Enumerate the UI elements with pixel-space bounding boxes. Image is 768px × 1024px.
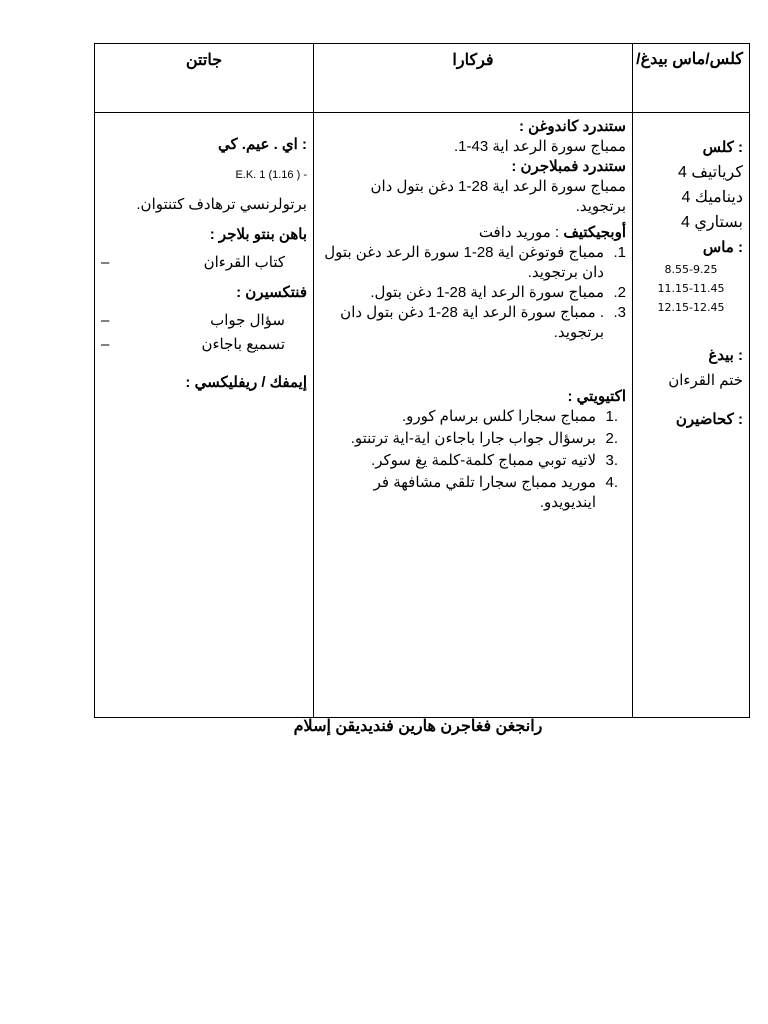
activities-list <box>320 407 626 513</box>
header-class-time-day: كلس/ماس بيدغ/ <box>633 44 750 113</box>
content-standard-label: ستندرد كاندوغن : <box>518 118 626 135</box>
time-slot: 12.15-12.45 <box>657 301 725 314</box>
focus-label: فنتكسيرن : <box>236 284 307 301</box>
day-value: ختم القرءان <box>668 372 743 389</box>
learning-standard-text: ممباج سورة الرعد اية 28-1 دغن بتول دان برتجويد. <box>370 178 626 215</box>
objective-item: 1. ممباج فوتوغن اية 28-1 سورة الرعد دغن بتول دان برتجويد. <box>324 244 626 281</box>
focus-item: – تسميع باجاءن <box>101 335 307 355</box>
material-item: – كتاب القرءان <box>101 253 307 273</box>
objective-item: 3. . ممباج سورة الرعد اية 28-1 دغن بتول دان برتجويد. <box>340 304 626 341</box>
content-column <box>314 113 633 718</box>
ek-label: : اي . عيم. كي <box>217 136 307 153</box>
materials-label: باهن بنتو بلاجر : <box>209 226 307 243</box>
class-column <box>633 113 750 718</box>
objective-label: أوبجيكتيف <box>563 224 626 241</box>
activity-item: .1 ممباج سجارا كلس برسام كورو. <box>401 408 618 425</box>
time-slot: 11.15-11.45 <box>657 282 725 295</box>
table-body-row <box>95 113 750 718</box>
objective-item: 2. ممباج سورة الرعد اية 28-1 دغن بتول. <box>370 284 626 301</box>
lesson-plan-table <box>94 43 750 718</box>
objective-heading <box>320 223 626 243</box>
day-label: : بيدغ <box>708 347 743 364</box>
ek-code: - E.K. 1 (1.16 ) <box>235 169 307 181</box>
page-footer-title: رانجغن فغاجرن هارين فنديديقن إسلام <box>293 718 543 735</box>
class-label: : كلس <box>702 139 743 156</box>
activity-item: .4 موريد ممباج سجارا تلقي مشافهة فر اينديويدو. <box>373 474 618 511</box>
activity-item: .2 برسؤال جواب جارا باجاءن اية-اية ترتنتو. <box>350 430 618 447</box>
class-item: كرياتيف 4 <box>678 164 743 181</box>
header-content: فركارا <box>314 44 633 113</box>
learning-standard-label: ستندرد فمبلاجرن : <box>511 158 626 175</box>
activities-label: اكتيويتي : <box>567 388 626 405</box>
ek-text: برتولرنسي ترهادف كتنتوان. <box>136 196 307 213</box>
content-standard-text: ممباج سورة الرعد اية 43-1. <box>453 138 626 155</box>
class-item: بستاري 4 <box>680 214 743 231</box>
time-label: : ماس <box>702 239 743 256</box>
objective-intro: : موريد دافت <box>478 224 560 241</box>
header-notes: جاتتن <box>95 44 314 113</box>
focus-item: – سؤال جواب <box>101 311 307 331</box>
time-slot: 8.55-9.25 <box>664 263 718 276</box>
attendance-label: : كحاضيرن <box>675 411 743 428</box>
reflection-label: إيمفك / ريفليكسي : <box>185 374 307 391</box>
activity-item: .3 لاتيه توبي ممباج كلمة-كلمة يغ سوكر. <box>371 452 618 469</box>
class-item: ديناميك 4 <box>681 189 743 206</box>
objectives-list <box>320 243 626 343</box>
notes-column <box>95 113 314 718</box>
table-header-row <box>95 44 750 113</box>
